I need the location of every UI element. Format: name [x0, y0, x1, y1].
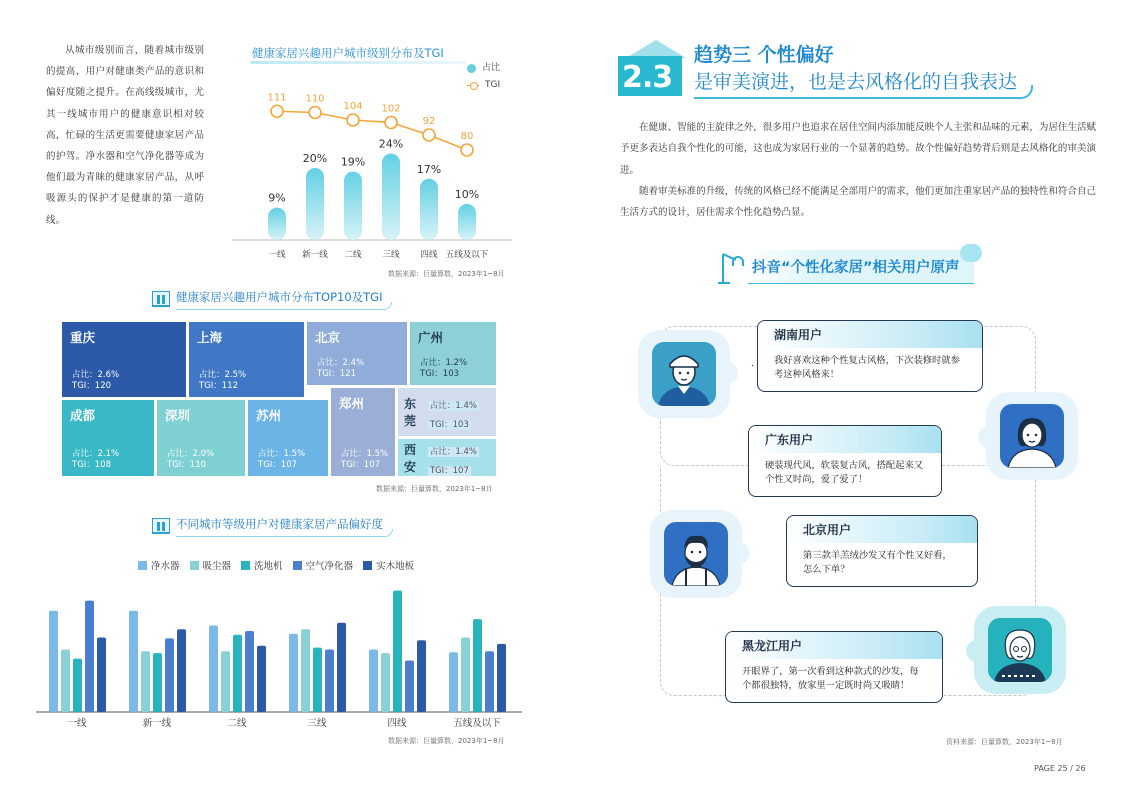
preference-bar: [153, 653, 162, 712]
chat-bubble-icon: [960, 244, 982, 262]
treemap-city-name: 东莞: [404, 397, 417, 428]
trend-paragraph-1: 在健康、智能的主旋律之外，很多用户也追求在居住空间内添加能反映个人主张和品味的元素，为居住生活赋予更多表达自我个性化的可能，这也成为家居行业的一个显著的趋势。故个性偏好趋势背后则是去风格化的审美演进。: [620, 122, 1096, 176]
section-number-badge: [618, 40, 688, 96]
chart3-legend-item: [190, 558, 232, 572]
preference-bar: [129, 611, 138, 712]
preference-bar: [497, 644, 506, 712]
share-bar: [306, 168, 324, 240]
treemap-city-tgi: TGI：103: [429, 420, 469, 430]
treemap-city-tgi: TGI：107: [258, 459, 298, 470]
category-tick-label: 三线: [307, 718, 327, 729]
chart3-legend-item: [241, 558, 283, 572]
treemap-cell: [398, 439, 496, 476]
tgi-data-label: 92: [422, 116, 436, 127]
category-tick-label: 四线: [420, 250, 438, 260]
treemap-city-share: 占比：2.4%: [317, 358, 365, 368]
treemap-city-name: 苏州: [256, 408, 282, 423]
treemap-city-name: 上海: [197, 330, 223, 345]
man-avatar-icon: [664, 522, 728, 586]
treemap-city-name: 重庆: [70, 330, 96, 345]
tgi-point: [347, 114, 359, 126]
treemap-city-share: 占比：2.6%: [72, 370, 120, 380]
treemap-cell: [157, 400, 245, 476]
preference-bar: [73, 659, 82, 712]
share-data-label: 9%: [268, 191, 286, 205]
share-data-label: 20%: [302, 152, 328, 165]
tgi-point: [271, 105, 283, 117]
treemap-city-share: 占比：2.1%: [72, 449, 120, 459]
tgi-line: [277, 111, 467, 150]
legend-swatch: [293, 561, 302, 570]
building-icon: [152, 291, 170, 307]
preference-bar: [85, 601, 94, 712]
treemap-city-tgi: TGI：121: [317, 368, 357, 379]
legend-label: 吸尘器: [202, 561, 232, 572]
share-data-label: 19%: [340, 155, 366, 169]
treemap-city-tgi: TGI：108: [72, 459, 112, 470]
tgi-point: [423, 129, 435, 141]
legend-label: 洗地机: [254, 561, 283, 572]
treemap-cell: [331, 388, 395, 476]
treemap-city-tgi: TGI：103: [420, 368, 460, 379]
share-data-label: 17%: [416, 162, 442, 176]
legend-label: 实木地板: [376, 561, 415, 572]
legend-swatch: [138, 561, 147, 570]
avatar-guangdong: [986, 392, 1078, 480]
chart3-legend-item: [363, 558, 414, 572]
treemap-city-share: 占比：2.0%: [167, 449, 215, 459]
chart3-source: 数据来源：巨量算数，2023年1~8月: [388, 737, 505, 745]
preference-bar: [417, 640, 426, 712]
trend-subtitle: 是审美演进，也是去风格化的自我表达: [694, 67, 1027, 94]
preference-bar: [221, 651, 230, 712]
treemap-cell: [248, 400, 328, 476]
lamp-icon: [718, 250, 744, 284]
preference-bar: [289, 634, 298, 712]
preference-bar: [257, 646, 266, 712]
treemap-city-name: 广州: [418, 330, 444, 345]
treemap-city-tgi: TGI：107: [341, 459, 381, 470]
chart1-source: 数据来源：巨量算数，2023年1~8月: [388, 270, 505, 278]
legend-swatch: [190, 561, 199, 570]
chart3-legend: [138, 558, 414, 572]
category-tick-label: 二线: [227, 718, 247, 729]
preference-bar: [461, 637, 470, 712]
preference-bar: [97, 637, 106, 712]
treemap-city-share: 占比：1.5%: [258, 449, 306, 459]
treemap-cell: [410, 322, 496, 385]
category-tick-label: 新一线: [142, 718, 172, 729]
category-tick-label: 五线及以下: [453, 718, 501, 729]
treemap-cell: [398, 388, 496, 436]
tgi-data-label: 80: [460, 131, 474, 142]
tgi-data-label: 111: [267, 92, 287, 104]
section-number: 2.3: [622, 60, 673, 95]
preference-bar: [325, 649, 334, 712]
preference-bar: [337, 623, 346, 712]
chart1-title-underline: [250, 61, 466, 64]
treemap-city-name: 郑州: [339, 396, 365, 411]
treemap-city-tgi: TGI：120: [72, 380, 112, 391]
avatar-hunan: [638, 330, 730, 418]
right-source: 资料来源：巨量算数，2023年1~8月: [946, 738, 1063, 746]
trend-body: [620, 117, 1096, 223]
preference-bar: [233, 635, 242, 712]
page-number: PAGE 25 / 26: [1034, 764, 1086, 773]
legend-label: 空气净化器: [305, 561, 354, 572]
trend-title: 趋势三 个性偏好: [694, 44, 834, 66]
quote-text: 硬装现代风，软装复古风，搭配起来又个性又时尚，爱了爱了！: [765, 460, 924, 485]
treemap-city-tgi: TGI：107: [429, 465, 469, 476]
quote-text: 我好喜欢这种个性复古风格，下次装修时就参考这种风格来！: [774, 355, 960, 380]
category-tick-label: 二线: [344, 250, 362, 260]
share-bar: [382, 154, 400, 240]
worker-avatar-icon: [652, 342, 716, 406]
treemap-city-name: 成都: [70, 408, 96, 423]
treemap-city-name: 西安: [404, 442, 417, 474]
treemap-city-share: 占比：1.2%: [420, 358, 468, 368]
preference-bar: [245, 631, 254, 712]
quote-user: 广东用户: [749, 426, 941, 453]
elder-avatar-icon: [988, 618, 1052, 682]
category-tick-label: 五线及以下: [445, 250, 489, 260]
preference-bar: [405, 660, 414, 712]
chart3-title: [152, 516, 391, 535]
treemap-city-share: 占比：1.4%: [429, 401, 477, 411]
share-data-label: 24%: [378, 137, 404, 151]
share-legend-label: 占比: [482, 63, 501, 73]
tgi-point: [461, 144, 473, 156]
preference-bar: [49, 611, 58, 712]
intro-paragraph: 从城市级别而言，随着城市级别的提高，用户对健康类产品的意识和偏好度随之提升。在高线级城市，尤其一线城市用户的健康意识相对较高，忙碌的生活更需要健康家居产品的护驾。净水器和空气净化器等成为他们最为青睐的健康家居产品，从呼吸源头的保护才是健康的第一道防线。: [46, 45, 204, 226]
preference-bar: [209, 626, 218, 712]
preference-bar: [141, 651, 150, 712]
legend-swatch: [363, 561, 372, 570]
category-tick-label: 三线: [382, 250, 400, 260]
treemap-city-share: 占比：2.5%: [199, 370, 247, 380]
tgi-legend-label: TGI: [485, 80, 501, 90]
quote-user: 湖南用户: [758, 321, 982, 348]
share-bar: [420, 179, 438, 240]
treemap-title: [152, 289, 390, 308]
category-tick-label: 一线: [268, 250, 286, 260]
tgi-data-label: 102: [381, 103, 401, 115]
quote-bubble-beijing: [786, 515, 978, 587]
preference-bar: [301, 629, 310, 712]
share-bar: [344, 172, 362, 240]
category-tick-label: 一线: [67, 718, 87, 729]
treemap-source: 数据来源：巨量算数，2023年1~8月: [376, 485, 493, 493]
treemap-city-share: 占比：1.4%: [429, 446, 477, 457]
quote-user: 黑龙江用户: [726, 632, 942, 659]
chart1-title: 健康家居兴趣用户城市级别分布及TGI: [252, 46, 444, 60]
quotes-title-text: 抖音“个性化家居”相关用户原声: [752, 260, 960, 276]
tgi-data-label: 104: [343, 101, 363, 112]
preference-bar: [61, 649, 70, 712]
legend-label: 净水器: [151, 561, 180, 572]
share-data-label: 10%: [454, 188, 480, 201]
tgi-point: [309, 107, 321, 119]
treemap-city-name: 北京: [315, 330, 341, 345]
category-tick-label: 四线: [387, 718, 407, 729]
chart3-title-text: 不同城市等级用户对健康家居产品偏好度: [176, 516, 391, 535]
share-bar: [268, 208, 286, 240]
share-bar: [458, 204, 476, 240]
building-icon: [152, 518, 170, 534]
city-tier-distribution-chart: [232, 70, 512, 265]
quote-text: 第三款羊羔绒沙发又有个性又好看，怎么下单？: [803, 550, 952, 575]
treemap-cell: [189, 322, 304, 397]
quotes-title: [718, 250, 974, 284]
avatar-beijing: [650, 510, 742, 598]
preference-bar: [393, 591, 402, 712]
treemap-city-share: 占比：1.5%: [341, 449, 389, 459]
treemap-title-text: 健康家居兴趣用户城市分布TOP10及TGI: [176, 289, 390, 308]
treemap-city-tgi: TGI：110: [167, 459, 207, 470]
tgi-point: [385, 117, 397, 129]
product-preference-chart: [36, 578, 526, 733]
preference-bar: [369, 649, 378, 712]
avatar-heilongjiang: [974, 606, 1066, 694]
treemap-cell: [62, 322, 186, 397]
preference-bar: [381, 653, 390, 712]
preference-bar: [473, 619, 482, 712]
quote-bubble-hunan: [757, 320, 983, 392]
woman-avatar-icon: [1000, 404, 1064, 468]
chart3-legend-item: [293, 558, 354, 572]
legend-swatch: [241, 561, 250, 570]
treemap-cell: [307, 322, 407, 385]
preference-bar: [177, 629, 186, 712]
preference-bar: [165, 638, 174, 712]
quote-bubble-guangdong: [748, 425, 942, 497]
quote-user: 北京用户: [787, 516, 977, 543]
treemap-cell: [62, 400, 154, 476]
treemap-city-name: 深圳: [165, 408, 191, 423]
preference-bar: [313, 648, 322, 712]
quote-text: 开眼界了，第一次看到这种款式的沙发，每个都很独特，放家里一定既时尚又吸睛！: [742, 666, 919, 691]
trend-paragraph-2: 随着审美标准的升级，传统的风格已经不能满足全部用户的需求，他们更加注重家居产品的独特性和符合自己生活方式的设计，居住需求个性化趋势凸显。: [620, 185, 1096, 219]
treemap-city-tgi: TGI：112: [199, 380, 239, 391]
quote-bubble-heilongjiang: [725, 631, 943, 703]
tgi-data-label: 110: [305, 93, 325, 105]
preference-bar: [449, 652, 458, 712]
chart3-legend-item: [138, 558, 180, 572]
category-tick-label: 新一线: [302, 250, 328, 260]
preference-bar: [485, 651, 494, 712]
